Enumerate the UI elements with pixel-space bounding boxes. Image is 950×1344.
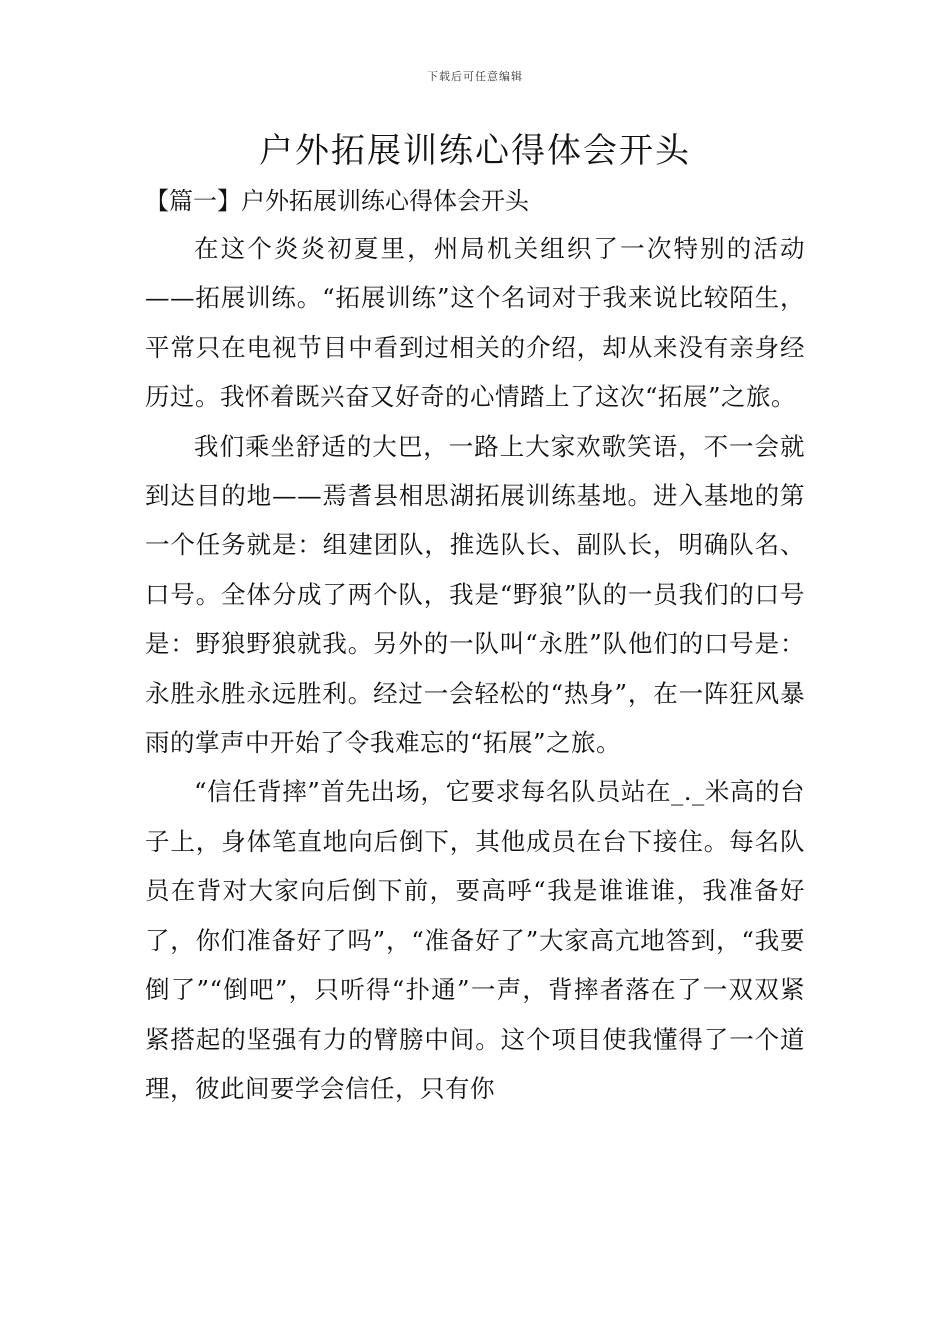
section-heading: 【篇一】户外拓展训练心得体会开头 <box>145 187 529 215</box>
paragraph: 我们乘坐舒适的大巴，一路上大家欢歌笑语，不一会就到达目的地——焉耆县相思湖拓展训练基地。进入基地的第一个任务就是：组建团队，推选队长、副队长，明确队名、口号。全体分成了两个队，我是“野狼”队的一员我们的口号是：野狼野狼就我。另外的一队叫“永胜”队他们的口号是：永胜永胜永远胜利。经过一会轻松的“热身”，在一阵狂风暴雨的掌声中开始了令我难忘的“拓展”之旅。 <box>145 431 805 758</box>
header-note: 下载后可任意编辑 <box>427 70 523 83</box>
document-title: 户外拓展训练心得体会开头 <box>259 131 691 171</box>
paragraph: 在这个炎炎初夏里，州局机关组织了一次特别的活动——拓展训练。“拓展训练”这个名词对于我来说比较陌生，平常只在电视节目中看到过相关的介绍，却从来没有亲身经历过。我怀着既兴奋又好奇的心情踏上了这次“拓展”之旅。 <box>145 234 805 412</box>
document-body <box>145 224 805 1113</box>
paragraph: “信任背摔”首先出场，它要求每名队员站在_._米高的台子上，身体笔直地向后倒下，其他成员在台下接住。每名队员在背对大家向后倒下前，要高呼“我是谁谁谁，我准备好了，你们准备好了吗”，“准备好了”大家高亢地答到，“我要倒了”“倒吧”，只听得“扑通”一声，背摔者落在了一双双紧紧搭起的坚强有力的臂膀中间。这个项目使我懂得了一个道理，彼此间要学会信任，只有你 <box>145 777 805 1103</box>
